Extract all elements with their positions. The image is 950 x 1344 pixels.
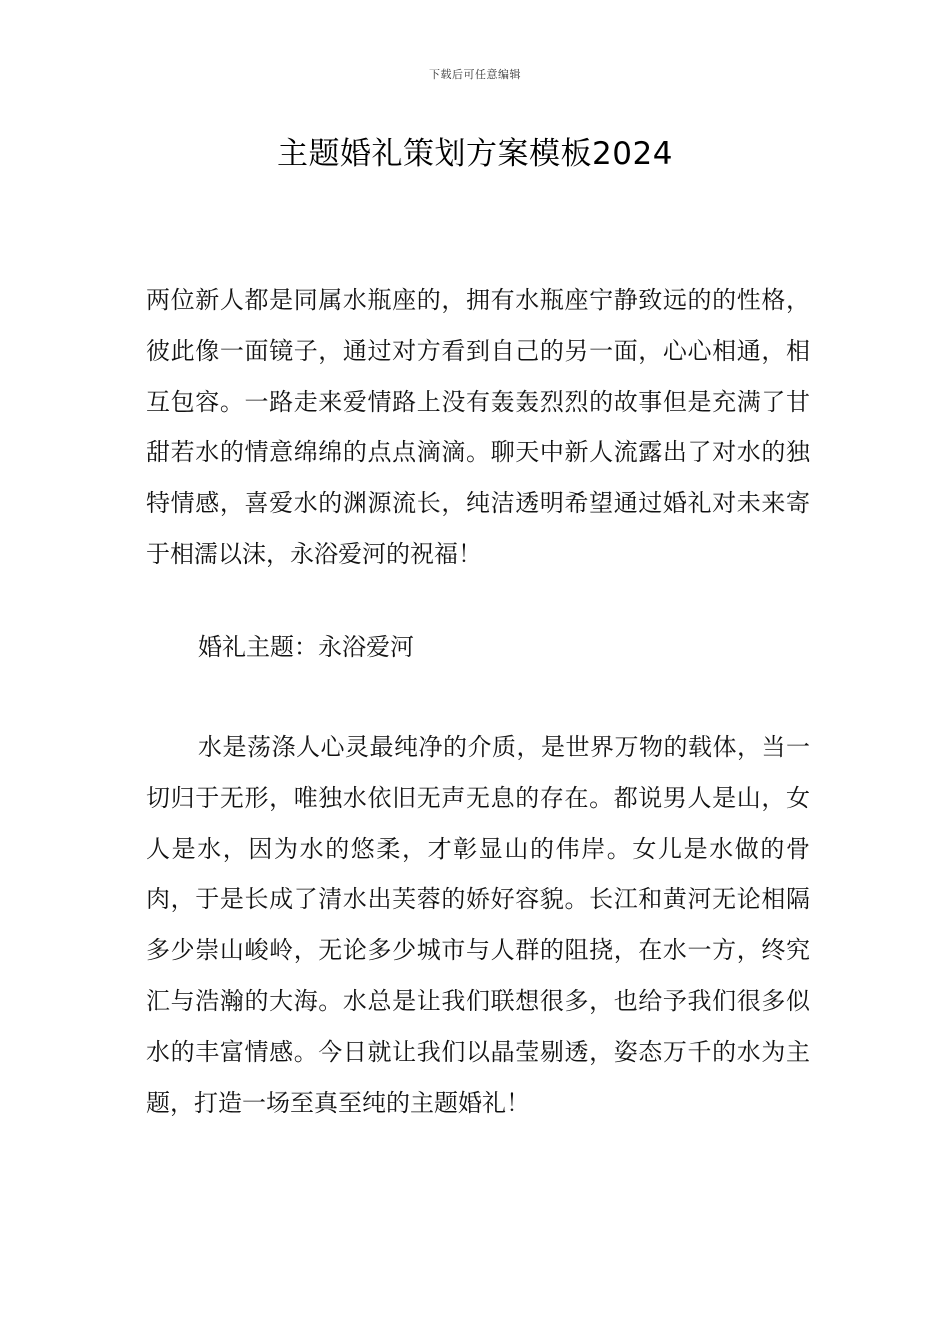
page-title: 主题婚礼策划方案模板2024	[277, 136, 673, 172]
paragraph-theme: 婚礼主题：永浴爱河	[198, 633, 414, 661]
header-note: 下载后可任意编辑	[429, 68, 521, 81]
paragraph-water: 水是荡涤人心灵最纯净的介质，是世界万物的载体，当一切归于无形，唯独水依旧无声无息的存在。都说男人是山，女人是水，因为水的悠柔，才彰显山的伟岸。女儿是水做的骨肉，于是长成了清水出芙蓉的娇好容貌。长江和黄河无论相隔多少崇山峻岭，无论多少城市与人群的阻挠，在水一方，终究汇与浩瀚的大海。水总是让我们联想很多，也给予我们很多似水的丰富情感。今日就让我们以晶莹剔透，姿态万千的水为主题，打造一场至真至纯的主题婚礼！	[146, 733, 810, 1117]
paragraph-intro: 两位新人都是同属水瓶座的，拥有水瓶座宁静致远的的性格，彼此像一面镜子，通过对方看到自己的另一面，心心相通，相互包容。一路走来爱情路上没有轰轰烈烈的故事但是充满了甘甜若水的情意绵绵的点点滴滴。聊天中新人流露出了对水的独特情感，喜爱水的渊源流长，纯洁透明希望通过婚礼对未来寄于相濡以沫，永浴爱河的祝福！	[146, 286, 810, 568]
